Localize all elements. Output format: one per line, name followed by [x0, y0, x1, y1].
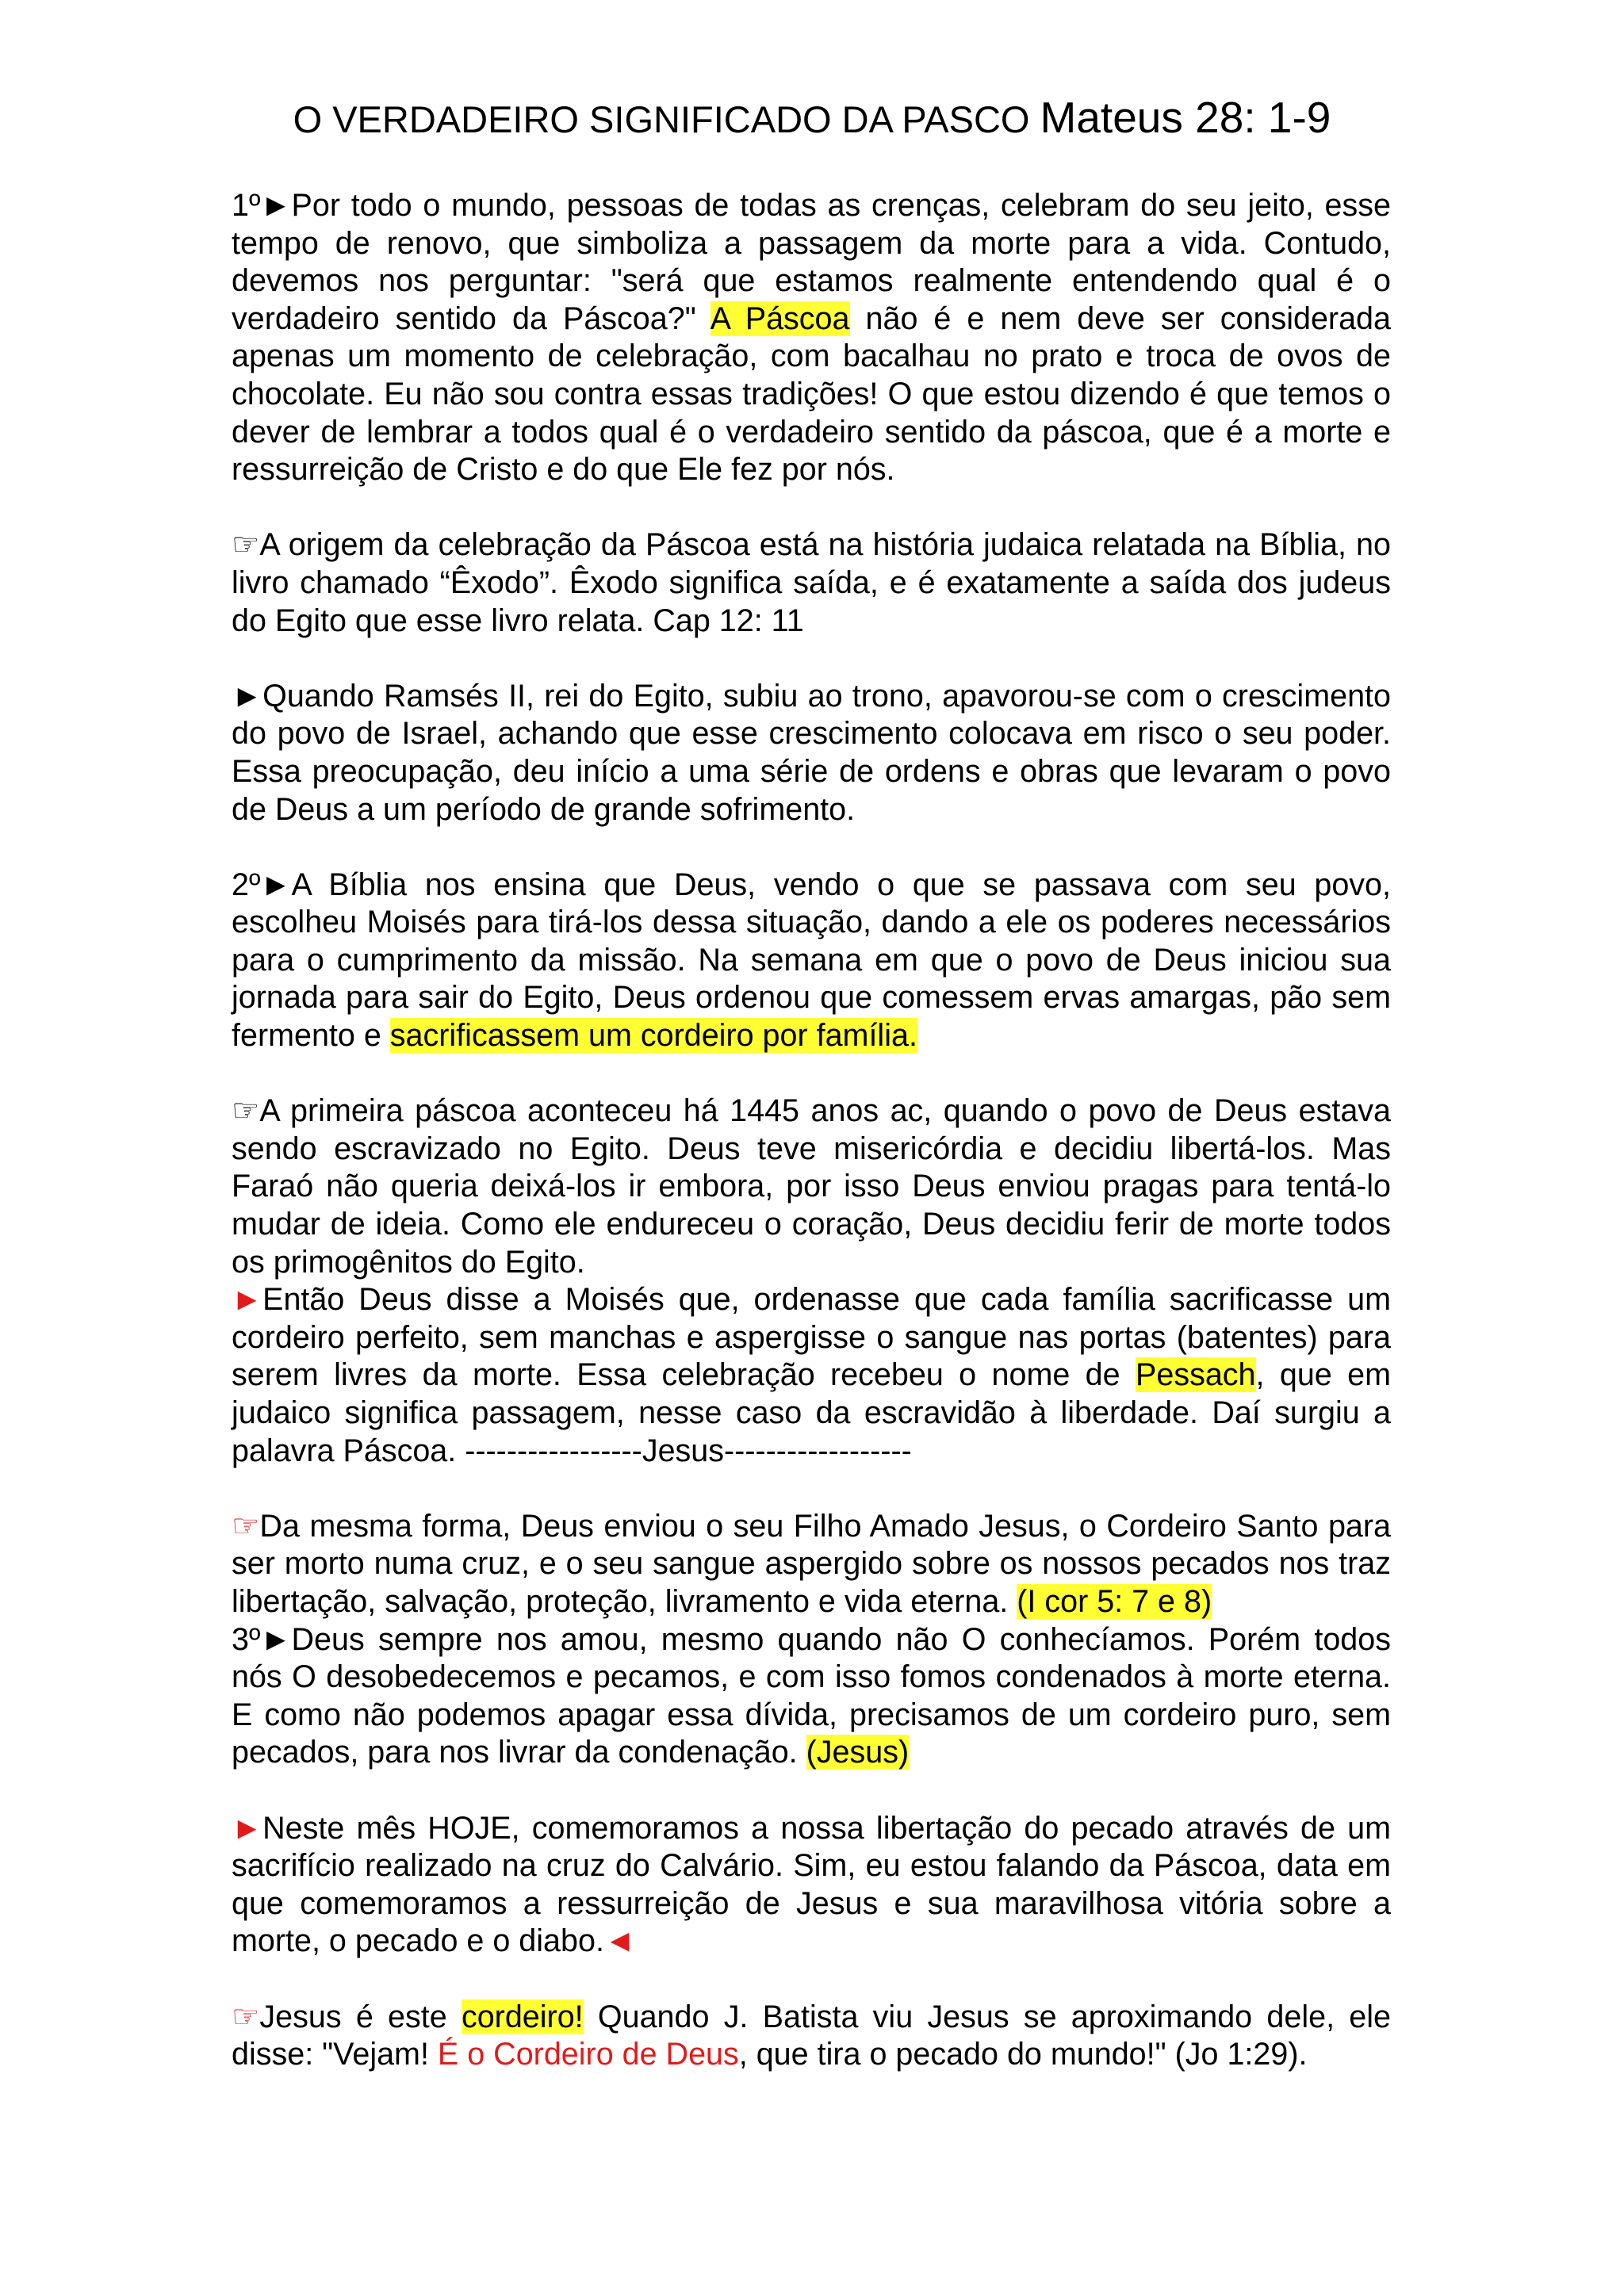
paragraph-9: [232, 1810, 1391, 1961]
paragraph-text: A origem da celebração da Páscoa está na história judaica relatada na Bíblia, no livro chamado “Êxodo”. Êxodo significa saída, e é exatamente a saída dos judeus do Egito que esse livro relata. Cap 12: 11: [232, 527, 1391, 638]
paragraph-text: Por todo o mundo, pessoas de todas as crenças, celebram do seu jeito, esse tempo de renovo, que simboliza a passagem da morte para a vida. Contudo, devemos nos perguntar: "será que estamos realmente entendendo qual é o verdadeiro sentido da Páscoa?": [232, 188, 1391, 336]
paragraph-10: [232, 1999, 1391, 2074]
paragraph-4: [232, 867, 1391, 1055]
paragraph-text: Jesus é este: [259, 1999, 462, 2034]
pointing-hand-icon: ☞: [232, 527, 260, 563]
highlighted-text: Pessach: [1136, 1357, 1256, 1393]
paragraph-3: [232, 678, 1391, 828]
title-main: O VERDADEIRO SIGNIFICADO DA PASCO: [293, 98, 1030, 140]
paragraph-text: A primeira páscoa aconteceu há 1445 anos ac, quando o povo de Deus estava sendo escravizado no Egito. Deus teve misericórdia e decidiu libertá-los. Mas Faraó não queria deixá-los ir embora, por isso Deus enviou pragas para tentá-lo mudar de ideia. Como ele endureceu o coração, Deus decidiu ferir de morte todos os primogênitos do Egito.: [232, 1093, 1391, 1280]
paragraph-7: [232, 1508, 1391, 1621]
highlighted-text: (I cor 5: 7 e 8): [1017, 1583, 1212, 1619]
paragraph-text: Da mesma forma, Deus enviou o seu Filho Amado Jesus, o Cordeiro Santo para ser morto numa cruz, e o seu sangue aspergido sobre os nossos pecados nos traz libertação, salvação, proteção, livramento e vida eterna.: [232, 1508, 1391, 1619]
triangle-right-icon: ►: [232, 1810, 263, 1846]
paragraph-2: [232, 526, 1391, 640]
paragraph-text: , que tira o pecado do mundo!" (Jo 1:29).: [738, 2037, 1308, 2072]
paragraph-text: Então Deus disse a Moisés que, ordenasse que cada família sacrificasse um cordeiro perfeito, sem manchas e aspergisse o sangue nas portas (batentes) para serem livres da morte. Essa celebração recebeu o nome de: [232, 1282, 1391, 1393]
paragraph-text: Quando J. Batista viu Jesus se aproximando dele, ele disse: "Vejam!: [232, 1999, 1391, 2072]
paragraph-8: [232, 1621, 1391, 1772]
highlighted-text: (Jesus): [806, 1735, 910, 1770]
highlighted-text: sacrificassem um cordeiro por família.: [389, 1018, 917, 1054]
paragraph-5: [232, 1093, 1391, 1281]
paragraph-text: Neste mês HOJE, comemoramos a nossa libertação do pecado através de um sacrifício realizado na cruz do Calvário. Sim, eu estou falando da Páscoa, data em que comemoramos a ressurreição de Jesus e sua maravilhosa vitória sobre a morte, o pecado e o diabo.: [232, 1810, 1391, 1959]
highlighted-text: cordeiro!: [461, 1999, 584, 2034]
triangle-right-icon: ►: [232, 1282, 263, 1318]
paragraph-6: [232, 1281, 1391, 1470]
document-body: [232, 187, 1391, 2111]
paragraph-text: não é e nem deve ser considerada apenas um momento de celebração, com bacalhau no prato e troca de ovos de chocolate. Eu não sou contra essas tradições! O que estou dizendo é que temos o dever de lembrar a todos qual é o verdadeiro sentido da páscoa, que é a morte e ressurreição de Cristo e do que Ele fez por nós.: [232, 300, 1391, 488]
title-reference: Mateus 28: 1-9: [1040, 93, 1331, 142]
triangle-left-icon: ◄: [603, 1923, 636, 1959]
paragraph-marker: 3º►: [232, 1621, 292, 1657]
paragraph-marker: 1º►: [232, 188, 292, 223]
page-title: [0, 94, 1624, 144]
paragraph-text: A Bíblia nos ensina que Deus, vendo o que se passava com seu povo, escolheu Moisés para tirá-los dessa situação, dando a ele os poderes necessários para o cumprimento da missão. Na semana em que o povo de Deus iniciou sua jornada para sair do Egito, Deus ordenou que comessem ervas amargas, pão sem fermento e: [232, 867, 1391, 1054]
paragraph-marker: 2º►: [232, 867, 292, 902]
pointing-hand-icon: ☞: [232, 1999, 260, 2034]
paragraph-text: Quando Ramsés II, rei do Egito, subiu ao trono, apavorou-se com o crescimento do povo de Israel, achando que esse crescimento colocava em risco o seu poder. Essa preocupação, deu início a uma série de ordens e obras que levaram o povo de Deus a um período de grande sofrimento.: [232, 678, 1391, 827]
pointing-hand-icon: ☞: [232, 1093, 260, 1129]
paragraph-1: [232, 187, 1391, 489]
paragraph-text: , que em judaico significa passagem, nesse caso da escravidão à liberdade. Daí surgiu a palavra Páscoa. -----------------Jesus------------------: [232, 1357, 1392, 1468]
pointing-hand-icon: ☞: [232, 1508, 260, 1544]
highlighted-text: A Páscoa: [710, 300, 850, 336]
red-text: É o Cordeiro de Deus: [437, 2037, 739, 2072]
paragraph-text: Deus sempre nos amou, mesmo quando não O conhecíamos. Porém todos nós O desobedecemos e pecamos, e com isso fomos condenados à morte eterna. E como não podemos apagar essa dívida, precisamos de um cordeiro puro, sem pecados, para nos livrar da condenação.: [232, 1621, 1391, 1770]
triangle-right-icon: ►: [232, 678, 263, 714]
